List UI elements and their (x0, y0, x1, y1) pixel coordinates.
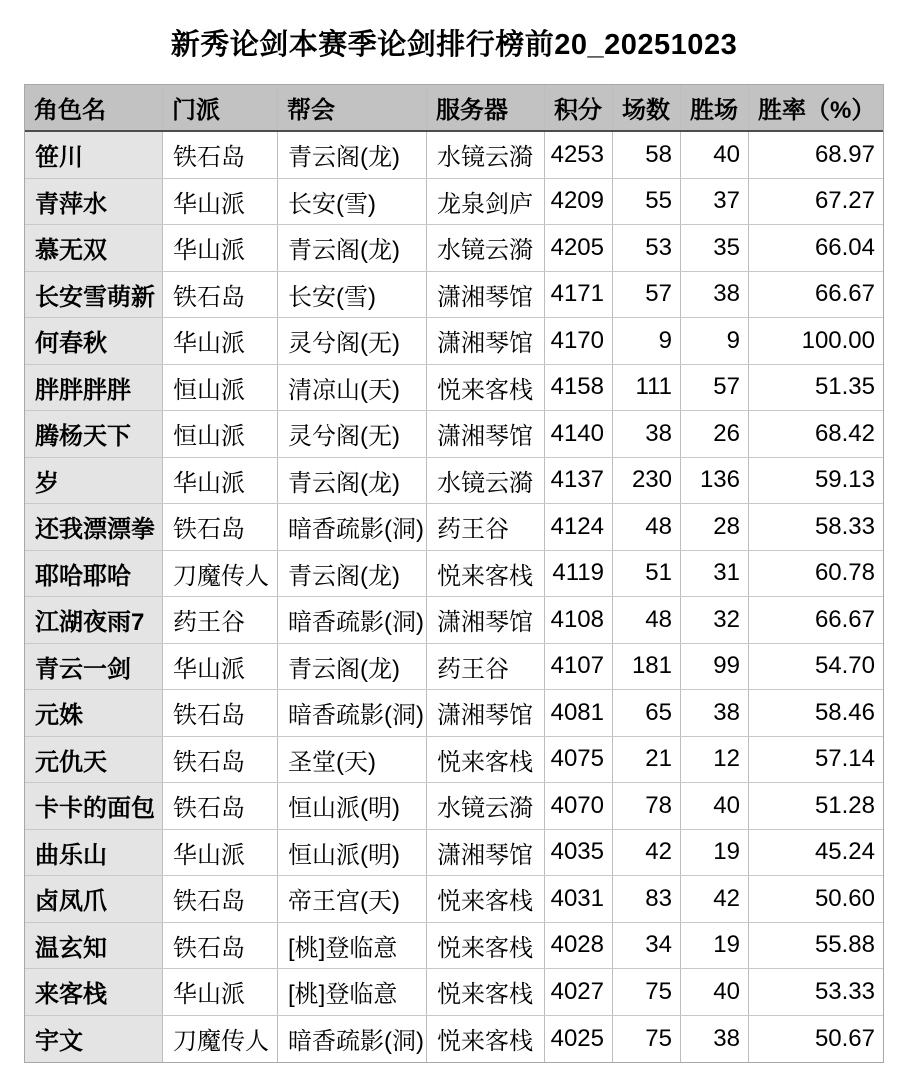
cell-wins: 28 (681, 504, 749, 550)
table-row (25, 179, 883, 226)
column-header-matches: 场数 (613, 85, 681, 130)
cell-win-rate: 66.67 (814, 280, 875, 308)
cell-wins: 31 (681, 551, 749, 597)
column-header-server: 服务器 (427, 85, 545, 130)
cell-character-name: 慕无双 (25, 225, 163, 271)
cell-win-rate: 67.27 (814, 187, 875, 215)
cell-sect: 华山派 (163, 225, 278, 271)
cell-character-name: 来客栈 (25, 969, 163, 1015)
cell-server: 潇湘琴馆 (427, 318, 545, 364)
cell-sect: 铁石岛 (163, 690, 278, 736)
cell-score: 4027 (545, 969, 613, 1015)
cell-win-rate: 58.46 (814, 698, 875, 726)
cell-wins: 40 (681, 783, 749, 829)
cell-sect: 恒山派 (163, 365, 278, 411)
cell-guild: 灵兮阁(无) (278, 318, 427, 364)
cell-sect: 刀魔传人 (163, 551, 278, 597)
cell-guild: 圣堂(天) (278, 737, 427, 783)
table-row (25, 1016, 883, 1063)
cell-win-rate: 51.35 (814, 373, 875, 401)
cell-character-name: 何春秋 (25, 318, 163, 364)
table-row (25, 597, 883, 644)
cell-win-rate: 54.70 (814, 652, 875, 680)
cell-score: 4031 (545, 876, 613, 922)
cell-server: 潇湘琴馆 (427, 272, 545, 318)
cell-sect: 铁石岛 (163, 783, 278, 829)
cell-score: 4170 (545, 318, 613, 364)
cell-guild: 暗香疏影(洞) (278, 504, 427, 550)
cell-sect: 铁石岛 (163, 132, 278, 178)
cell-character-name: 胖胖胖胖 (25, 365, 163, 411)
cell-score: 4075 (545, 737, 613, 783)
cell-guild: 长安(雪) (278, 179, 427, 225)
cell-score: 4209 (545, 179, 613, 225)
table-row (25, 969, 883, 1016)
cell-matches: 38 (613, 411, 681, 457)
cell-character-name: 青云一剑 (25, 644, 163, 690)
table-row (25, 783, 883, 830)
cell-guild: 长安(雪) (278, 272, 427, 318)
cell-score: 4107 (545, 644, 613, 690)
table-row (25, 411, 883, 458)
cell-guild: 青云阁(龙) (278, 458, 427, 504)
cell-matches: 57 (613, 272, 681, 318)
cell-matches: 21 (613, 737, 681, 783)
cell-matches: 111 (613, 365, 681, 411)
cell-server: 潇湘琴馆 (427, 597, 545, 643)
table-row (25, 318, 883, 365)
cell-guild: 暗香疏影(洞) (278, 1016, 427, 1063)
cell-sect: 华山派 (163, 318, 278, 364)
cell-server: 潇湘琴馆 (427, 830, 545, 876)
cell-guild: 青云阁(龙) (278, 225, 427, 271)
cell-wins: 38 (681, 1016, 749, 1063)
cell-matches: 181 (613, 644, 681, 690)
cell-matches: 55 (613, 179, 681, 225)
cell-guild: 青云阁(龙) (278, 132, 427, 178)
cell-sect: 铁石岛 (163, 876, 278, 922)
cell-wins: 38 (681, 690, 749, 736)
cell-win-rate: 60.78 (814, 559, 875, 587)
cell-wins: 19 (681, 830, 749, 876)
cell-guild: 暗香疏影(洞) (278, 597, 427, 643)
cell-guild: 恒山派(明) (278, 830, 427, 876)
cell-server: 潇湘琴馆 (427, 690, 545, 736)
cell-server: 悦来客栈 (427, 365, 545, 411)
cell-win-rate: 57.14 (814, 745, 875, 773)
cell-matches: 75 (613, 969, 681, 1015)
cell-win-rate: 50.67 (814, 1024, 875, 1052)
cell-sect: 药王谷 (163, 597, 278, 643)
cell-character-name: 青萍水 (25, 179, 163, 225)
cell-character-name: 宇文 (25, 1016, 163, 1063)
cell-server: 水镜云漪 (427, 458, 545, 504)
table-row (25, 690, 883, 737)
cell-server: 悦来客栈 (427, 737, 545, 783)
cell-matches: 51 (613, 551, 681, 597)
cell-character-name: 温玄知 (25, 923, 163, 969)
cell-score: 4035 (545, 830, 613, 876)
cell-sect: 华山派 (163, 644, 278, 690)
table-row (25, 504, 883, 551)
cell-server: 药王谷 (427, 644, 545, 690)
ranking-table (24, 84, 884, 1063)
cell-score: 4081 (545, 690, 613, 736)
cell-character-name: 笹川 (25, 132, 163, 178)
cell-sect: 铁石岛 (163, 272, 278, 318)
cell-server: 悦来客栈 (427, 969, 545, 1015)
cell-guild: 清凉山(天) (278, 365, 427, 411)
cell-character-name: 元姝 (25, 690, 163, 736)
cell-matches: 65 (613, 690, 681, 736)
cell-score: 4253 (545, 132, 613, 178)
cell-character-name: 耶哈耶哈 (25, 551, 163, 597)
cell-score: 4070 (545, 783, 613, 829)
cell-matches: 42 (613, 830, 681, 876)
cell-server: 悦来客栈 (427, 923, 545, 969)
cell-sect: 铁石岛 (163, 923, 278, 969)
cell-character-name: 还我漂漂拳 (25, 504, 163, 550)
cell-win-rate: 45.24 (814, 838, 875, 866)
cell-character-name: 江湖夜雨7 (25, 597, 163, 643)
cell-wins: 9 (681, 318, 749, 364)
cell-matches: 83 (613, 876, 681, 922)
cell-sect: 华山派 (163, 830, 278, 876)
cell-guild: 恒山派(明) (278, 783, 427, 829)
table-row (25, 272, 883, 319)
cell-character-name: 元仇天 (25, 737, 163, 783)
cell-wins: 19 (681, 923, 749, 969)
table-row (25, 225, 883, 272)
cell-win-rate: 51.28 (814, 791, 875, 819)
cell-sect: 华山派 (163, 458, 278, 504)
cell-wins: 136 (681, 458, 749, 504)
cell-win-rate: 53.33 (814, 977, 875, 1005)
page-title: 新秀论剑本赛季论剑排行榜前20_20251023 (170, 28, 738, 61)
cell-score: 4205 (545, 225, 613, 271)
cell-character-name: 腾杨天下 (25, 411, 163, 457)
column-header-winrate: 胜率（%） (758, 97, 876, 124)
table-row (25, 458, 883, 505)
cell-score: 4028 (545, 923, 613, 969)
cell-wins: 12 (681, 737, 749, 783)
cell-guild: 暗香疏影(洞) (278, 690, 427, 736)
cell-win-rate: 66.04 (814, 233, 875, 261)
cell-score: 4171 (545, 272, 613, 318)
cell-server: 悦来客栈 (427, 1016, 545, 1063)
cell-win-rate: 50.60 (814, 884, 875, 912)
cell-score: 4119 (545, 551, 613, 597)
cell-character-name: 长安雪萌新 (25, 272, 163, 318)
cell-wins: 40 (681, 132, 749, 178)
cell-server: 水镜云漪 (427, 225, 545, 271)
cell-matches: 48 (613, 597, 681, 643)
column-header-score: 积分 (545, 85, 613, 130)
cell-win-rate: 55.88 (814, 931, 875, 959)
cell-matches: 75 (613, 1016, 681, 1063)
column-header-guild: 帮会 (278, 85, 427, 130)
cell-guild: 青云阁(龙) (278, 644, 427, 690)
cell-matches: 230 (613, 458, 681, 504)
cell-win-rate: 59.13 (814, 466, 875, 494)
cell-wins: 35 (681, 225, 749, 271)
cell-wins: 38 (681, 272, 749, 318)
column-header-sect: 门派 (163, 85, 278, 130)
table-row (25, 923, 883, 970)
table-row (25, 830, 883, 877)
column-header-character: 角色名 (25, 85, 163, 130)
cell-matches: 53 (613, 225, 681, 271)
table-row (25, 132, 883, 179)
table-header-row (25, 85, 883, 132)
cell-win-rate: 68.42 (814, 419, 875, 447)
cell-guild: [桃]登临意 (278, 969, 427, 1015)
cell-matches: 78 (613, 783, 681, 829)
cell-wins: 99 (681, 644, 749, 690)
cell-win-rate: 58.33 (814, 512, 875, 540)
cell-score: 4124 (545, 504, 613, 550)
cell-score: 4158 (545, 365, 613, 411)
cell-matches: 58 (613, 132, 681, 178)
cell-wins: 57 (681, 365, 749, 411)
column-header-wins: 胜场 (681, 85, 749, 130)
cell-matches: 9 (613, 318, 681, 364)
cell-win-rate: 100.00 (801, 326, 875, 354)
cell-character-name: 曲乐山 (25, 830, 163, 876)
cell-win-rate: 68.97 (814, 140, 875, 168)
cell-guild: 灵兮阁(无) (278, 411, 427, 457)
cell-guild: 青云阁(龙) (278, 551, 427, 597)
cell-matches: 34 (613, 923, 681, 969)
title-bar (0, 0, 908, 84)
table-body (25, 132, 883, 1062)
cell-sect: 刀魔传人 (163, 1016, 278, 1063)
table-row (25, 644, 883, 691)
table-row (25, 551, 883, 598)
cell-sect: 华山派 (163, 969, 278, 1015)
cell-score: 4108 (545, 597, 613, 643)
cell-server: 水镜云漪 (427, 783, 545, 829)
cell-wins: 37 (681, 179, 749, 225)
cell-guild: [桃]登临意 (278, 923, 427, 969)
cell-guild: 帝王宫(天) (278, 876, 427, 922)
cell-character-name: 岁 (25, 458, 163, 504)
cell-sect: 铁石岛 (163, 737, 278, 783)
cell-server: 龙泉剑庐 (427, 179, 545, 225)
cell-server: 悦来客栈 (427, 551, 545, 597)
cell-sect: 华山派 (163, 179, 278, 225)
cell-score: 4140 (545, 411, 613, 457)
cell-wins: 42 (681, 876, 749, 922)
cell-wins: 32 (681, 597, 749, 643)
cell-sect: 恒山派 (163, 411, 278, 457)
table-row (25, 365, 883, 412)
cell-wins: 40 (681, 969, 749, 1015)
cell-server: 潇湘琴馆 (427, 411, 545, 457)
table-row (25, 737, 883, 784)
cell-wins: 26 (681, 411, 749, 457)
cell-server: 药王谷 (427, 504, 545, 550)
cell-character-name: 卡卡的面包 (25, 783, 163, 829)
table-row (25, 876, 883, 923)
cell-server: 悦来客栈 (427, 876, 545, 922)
cell-score: 4137 (545, 458, 613, 504)
cell-character-name: 卤凤爪 (25, 876, 163, 922)
cell-server: 水镜云漪 (427, 132, 545, 178)
cell-matches: 48 (613, 504, 681, 550)
cell-score: 4025 (545, 1016, 613, 1063)
cell-sect: 铁石岛 (163, 504, 278, 550)
cell-win-rate: 66.67 (814, 605, 875, 633)
